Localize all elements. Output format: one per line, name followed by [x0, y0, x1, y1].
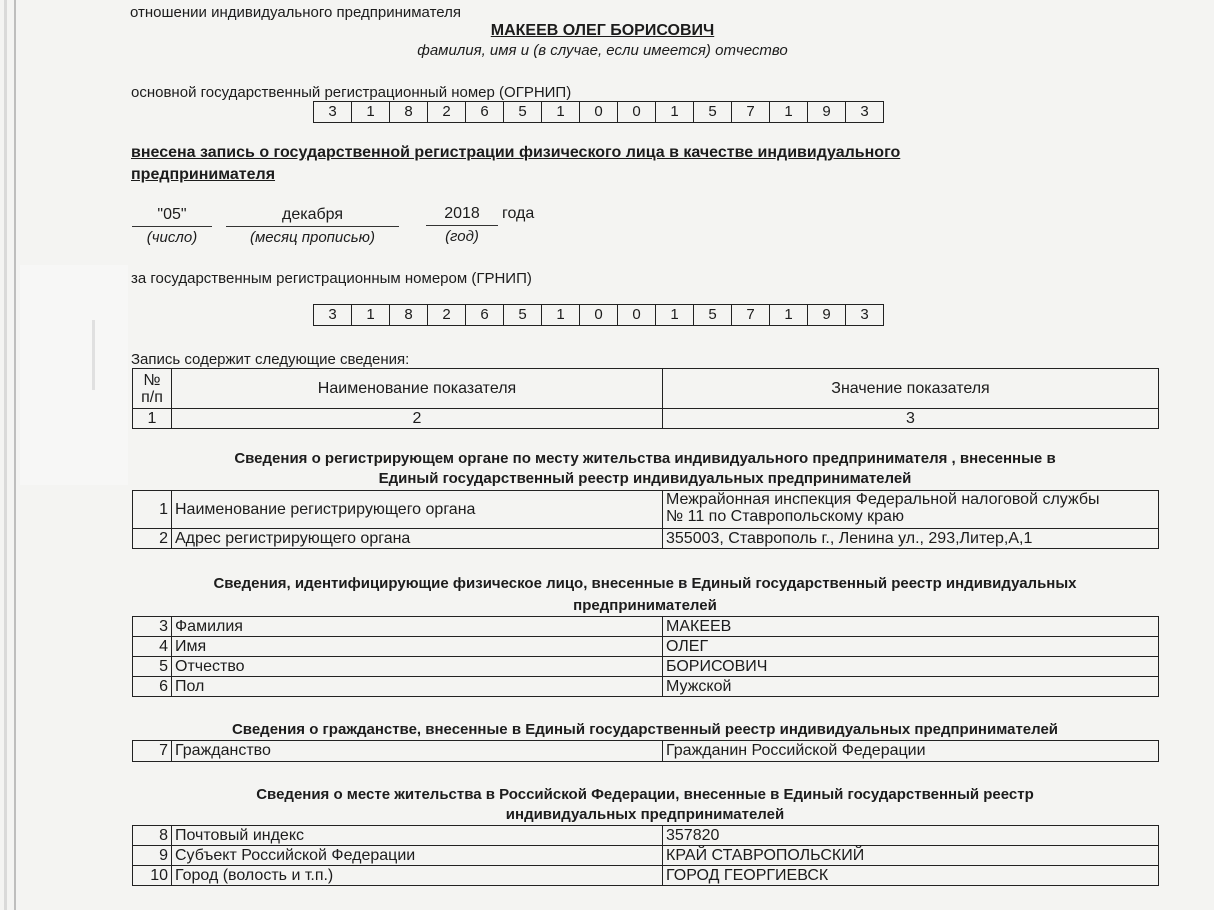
ogrnip-digit: 8	[390, 102, 428, 122]
ogrnip-digit: 3	[860, 103, 869, 120]
section-title: Сведения, идентифицирующие физическое лицо, внесенные в Единый государственный реестр индивидуальных	[213, 575, 1077, 592]
row-number: 8	[133, 826, 172, 846]
table-row	[133, 866, 1159, 886]
year-underline	[426, 225, 498, 226]
day-caption: (число)	[146, 229, 198, 246]
table-row	[133, 677, 1159, 697]
row-number: 10	[133, 866, 172, 886]
grnip-digit: 5	[504, 305, 542, 325]
row-value-line1: Межрайонная инспекция Федеральной налоговой службы	[666, 491, 1100, 508]
table-row	[133, 617, 1159, 637]
row-value: 357820	[663, 826, 1159, 846]
ogrnip-digit: 1	[770, 102, 808, 122]
row-name: Фамилия	[172, 617, 663, 637]
col-name-header: Наименование показателя	[172, 369, 663, 409]
grnip-digit: 1	[770, 305, 808, 325]
ogrnip-digit: 1	[352, 102, 390, 122]
row-number: 1	[133, 491, 172, 529]
grnip-digit: 8	[390, 305, 428, 325]
grnip-digit: 0	[580, 305, 618, 325]
entry-text-line1: внесена запись о государственной регистрации физического лица в качестве индивидуального	[131, 144, 901, 161]
grnip-digit: 1	[542, 305, 580, 325]
ogrnip-label: основной государственный регистрационный номер (ОГРНИП)	[131, 84, 572, 101]
row-value: ОЛЕГ	[663, 637, 1159, 657]
grnip-digit: 3	[314, 305, 352, 325]
entry-month: декабря	[281, 206, 344, 223]
ogrnip-digit: 0	[580, 102, 618, 122]
row-name: Наименование регистрирующего органа	[172, 491, 663, 529]
row-value: КРАЙ СТАВРОПОЛЬСКИЙ	[663, 846, 1159, 866]
col-value-header: Значение показателя	[663, 369, 1159, 409]
section-title: Сведения о регистрирующем органе по месту жительства индивидуального предпринимателя , внесенные в	[234, 450, 1056, 467]
row-number: 4	[133, 637, 172, 657]
col-num-header	[133, 369, 172, 409]
grnip-digit: 6	[466, 305, 504, 325]
table-row	[133, 637, 1159, 657]
table-row	[133, 846, 1159, 866]
table-row	[133, 826, 1159, 846]
section-title: предпринимателей	[573, 597, 717, 614]
row-number: 7	[133, 741, 172, 762]
section-table	[132, 740, 1159, 762]
grnip-digit: 9	[808, 305, 846, 325]
row-name: Имя	[172, 637, 663, 657]
year-caption: (год)	[445, 228, 479, 245]
row-number: 3	[133, 617, 172, 637]
table-row	[133, 657, 1159, 677]
records-header-table	[132, 368, 1159, 429]
row-name: Почтовый индекс	[172, 826, 663, 846]
ogrnip-digit: 5	[504, 102, 542, 122]
section-table	[132, 825, 1159, 886]
paper-fold-mark	[92, 320, 95, 390]
table-row	[133, 529, 1159, 549]
row-number: 2	[133, 529, 172, 549]
scan-edge-line	[14, 0, 16, 910]
section-title: индивидуальных предпринимателей	[505, 806, 785, 823]
entry-year: 2018	[444, 205, 480, 222]
year-suffix: года	[502, 205, 535, 222]
row-value: МАКЕЕВ	[663, 617, 1159, 637]
paper-fold	[20, 265, 128, 485]
section-table	[132, 490, 1159, 549]
ogrnip-digit: 0	[618, 102, 656, 122]
grnip-digit: 0	[618, 305, 656, 325]
ogrnip-digit: 7	[732, 102, 770, 122]
month-underline	[226, 226, 399, 227]
row-number: 5	[133, 657, 172, 677]
grnip-digit: 1	[656, 305, 694, 325]
ogrnip-digit: 6	[466, 102, 504, 122]
col-index-1: 1	[133, 409, 172, 429]
row-value: 355003, Ставрополь г., Ленина ул., 293,Литер,А,1	[663, 529, 1159, 549]
ogrnip-digit: 2	[428, 102, 466, 122]
grnip-digit: 7	[732, 305, 770, 325]
entry-day: "05"	[157, 206, 187, 223]
person-name-caption: фамилия, имя и (в случае, если имеется) отчество	[417, 42, 788, 59]
scan-edge	[4, 0, 7, 910]
row-name: Город (волость и т.п.)	[172, 866, 663, 886]
relation-text: отношении индивидуального предпринимателя	[130, 4, 461, 21]
month-caption: (месяц прописью)	[250, 229, 375, 246]
entry-text-line2: предпринимателя	[131, 166, 276, 183]
person-name: МАКЕЕВ ОЛЕГ БОРИСОВИЧ	[490, 22, 715, 39]
row-name: Гражданство	[172, 741, 663, 762]
day-underline	[132, 226, 212, 227]
ogrnip-digit: 3	[314, 102, 352, 122]
row-number: 9	[133, 846, 172, 866]
records-intro: Запись содержит следующие сведения:	[131, 351, 410, 368]
grnip-digit: 1	[352, 305, 390, 325]
row-value: БОРИСОВИЧ	[663, 657, 1159, 677]
grnip-digit: 2	[428, 305, 466, 325]
row-number: 6	[133, 677, 172, 697]
ogrnip-digit: 5	[694, 102, 732, 122]
grnip-digits	[313, 304, 884, 326]
row-value-line2: № 11 по Ставропольскому краю	[666, 508, 904, 525]
col-index-3: 3	[663, 409, 1159, 429]
col-index-2: 2	[172, 409, 663, 429]
row-name: Пол	[172, 677, 663, 697]
section-title: Сведения о гражданстве, внесенные в Единый государственный реестр индивидуальных предпринимателей	[231, 721, 1059, 738]
row-value: Мужской	[663, 677, 1159, 697]
section-title: Единый государственный реестр индивидуальных предпринимателей	[378, 470, 912, 487]
section-table	[132, 616, 1159, 697]
ogrnip-digit: 9	[808, 102, 846, 122]
grnip-digit: 5	[694, 305, 732, 325]
grnip-digit: 3	[860, 306, 869, 323]
col-num-line2: п/п	[141, 388, 163, 406]
ogrnip-digit: 1	[542, 102, 580, 122]
row-name: Отчество	[172, 657, 663, 677]
ogrnip-digits	[313, 101, 884, 123]
row-value: Гражданин Российской Федерации	[663, 741, 1159, 762]
row-value: ГОРОД ГЕОРГИЕВСК	[663, 866, 1159, 886]
col-num-line1: №	[143, 371, 161, 389]
row-value	[663, 491, 1159, 529]
row-name: Субъект Российской Федерации	[172, 846, 663, 866]
section-title: Сведения о месте жительства в Российской Федерации, внесенные в Единый государственный реестр	[256, 786, 1034, 803]
table-row	[133, 491, 1159, 529]
row-name: Адрес регистрирующего органа	[172, 529, 663, 549]
ogrnip-digit: 1	[656, 102, 694, 122]
table-row	[133, 741, 1159, 762]
grnip-label: за государственным регистрационным номером (ГРНИП)	[131, 270, 532, 287]
